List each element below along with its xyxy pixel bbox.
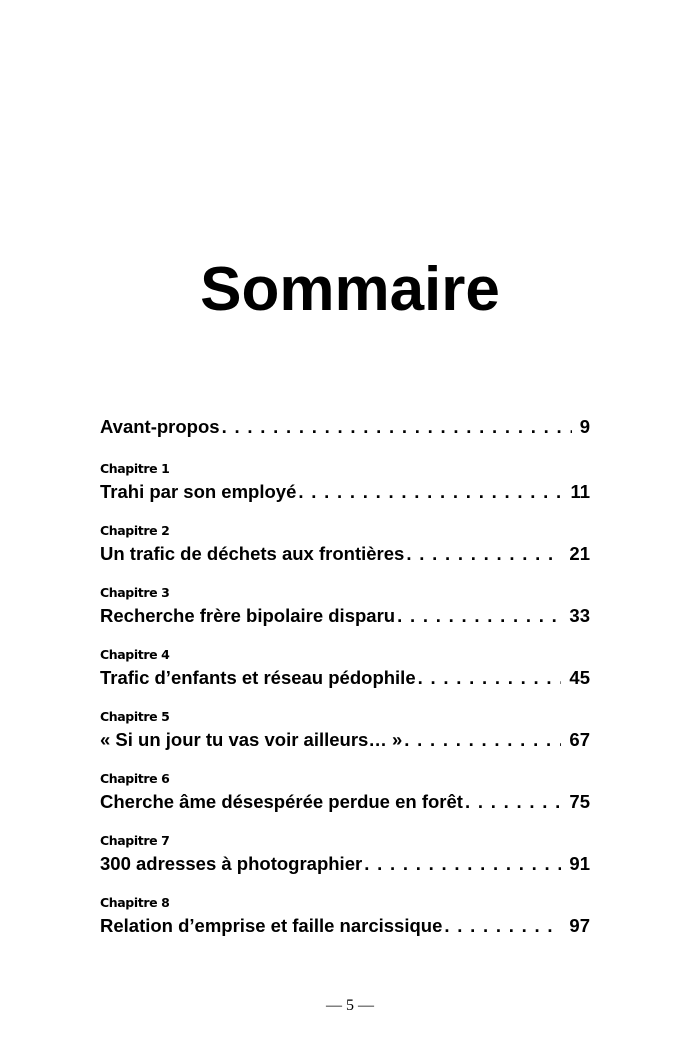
toc-line: [100, 604, 590, 628]
chapter-label: Chapitre 1: [100, 461, 170, 476]
toc-entry-title: Un trafic de déchets aux frontières: [100, 543, 405, 564]
toc-line: [100, 415, 590, 439]
page-title: Sommaire: [200, 255, 500, 324]
dot-leader: [416, 666, 562, 690]
toc-entry-chapter-7[interactable]: [100, 833, 590, 876]
toc-page-number: 75: [569, 791, 590, 812]
toc-line: [100, 852, 590, 876]
toc-page-number: 11: [570, 481, 590, 502]
toc-page-number: 21: [569, 543, 590, 564]
chapter-label: Chapitre 7: [100, 833, 170, 848]
toc-line: [100, 790, 590, 814]
toc-entry-title: Relation d’emprise et faille narcissique: [100, 915, 443, 936]
toc-entry-title: Avant-propos: [100, 416, 220, 437]
table-of-contents: [100, 415, 590, 957]
toc-entry-chapter-6[interactable]: [100, 771, 590, 814]
toc-entry-avant-propos[interactable]: [100, 415, 590, 439]
dot-leader: [404, 542, 561, 566]
toc-entry-chapter-4[interactable]: [100, 647, 590, 690]
toc-entry-chapter-5[interactable]: [100, 709, 590, 752]
toc-line: [100, 666, 590, 690]
chapter-label: Chapitre 8: [100, 895, 170, 910]
toc-entry-title: 300 adresses à photographier: [100, 853, 363, 874]
toc-entry-chapter-1[interactable]: [100, 461, 590, 504]
dot-leader: [442, 914, 561, 938]
toc-page-number: 33: [569, 605, 590, 626]
toc-page-number: 91: [569, 853, 590, 874]
toc-entry-title: Trafic d’enfants et réseau pédophile: [100, 667, 416, 688]
dot-leader: [402, 728, 561, 752]
toc-entry-chapter-2[interactable]: [100, 523, 590, 566]
chapter-label: Chapitre 4: [100, 647, 170, 662]
dot-leader: [362, 852, 561, 876]
chapter-label: Chapitre 5: [100, 709, 170, 724]
toc-entry-chapter-3[interactable]: [100, 585, 590, 628]
dot-leader: [296, 480, 562, 504]
toc-entry-chapter-8[interactable]: [100, 895, 590, 938]
dot-leader: [220, 415, 572, 439]
toc-entry-title: « Si un jour tu vas voir ailleurs… »: [100, 729, 403, 750]
toc-entry-title: Cherche âme désespérée perdue en forêt: [100, 791, 463, 812]
toc-page-number: 67: [569, 729, 590, 750]
page-number-footer: — 5 —: [326, 997, 374, 1014]
dot-leader: [463, 790, 561, 814]
toc-page-number: 97: [569, 915, 590, 936]
dot-leader: [395, 604, 561, 628]
toc-page-number: 45: [569, 667, 590, 688]
toc-entry-title: Trahi par son employé: [100, 481, 297, 502]
toc-line: [100, 542, 590, 566]
toc-line: [100, 728, 590, 752]
chapter-label: Chapitre 6: [100, 771, 170, 786]
toc-line: [100, 914, 590, 938]
toc-page-number: 9: [579, 416, 590, 437]
toc-line: [100, 480, 590, 504]
chapter-label: Chapitre 2: [100, 523, 170, 538]
toc-entry-title: Recherche frère bipolaire disparu: [100, 605, 396, 626]
chapter-label: Chapitre 3: [100, 585, 170, 600]
